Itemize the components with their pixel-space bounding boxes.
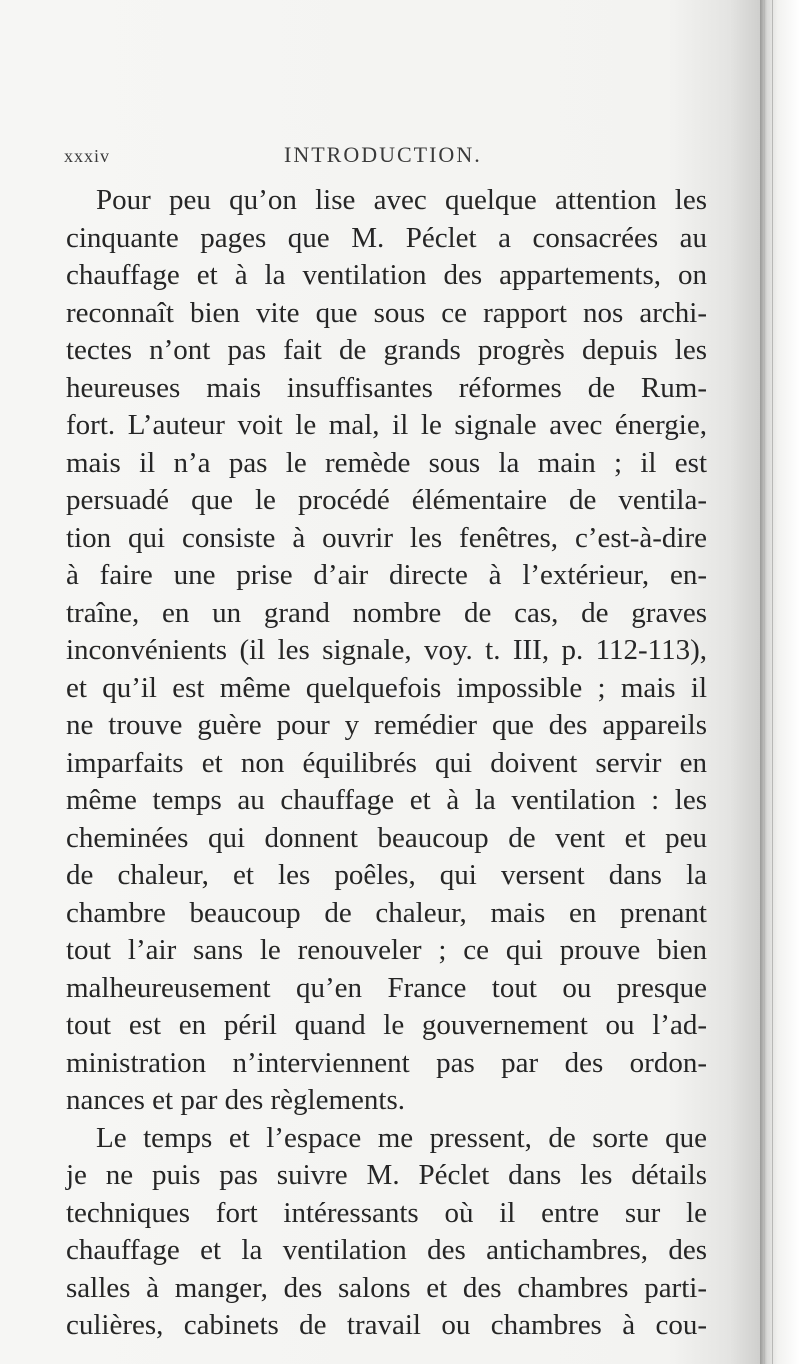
text-line: inconvénients (il les signale, voy. t. III, p. 112-113), <box>66 634 707 666</box>
text-line: Pour peu qu’on lise avec quelque attention les <box>96 184 707 216</box>
text-line: cinquante pages que M. Péclet a consacrées au <box>66 221 707 254</box>
running-head: INTRODUCTION. <box>284 142 482 167</box>
text-line: Le temps et l’espace me pressent, de sorte que <box>96 1121 707 1154</box>
text-line: chambre beaucoup de chaleur, mais en prenant <box>66 896 707 929</box>
text-line: même temps au chauffage et à la ventilation : les <box>66 784 707 816</box>
page-edge-shadow <box>760 0 800 1364</box>
text-line: ministration n’interviennent pas par des ordon- <box>66 1046 707 1079</box>
text-line: malheureusement qu’en France tout ou presque <box>66 971 707 1004</box>
page-edge-line <box>764 0 765 1364</box>
text-line: je ne puis pas suivre M. Péclet dans les détails <box>66 1159 707 1191</box>
text-line: ne trouve guère pour y remédier que des appareils <box>66 709 707 741</box>
page-header <box>64 140 704 170</box>
text-line: imparfaits et non équilibrés qui doivent servir en <box>66 746 707 779</box>
text-line: techniques fort intéressants où il entre sur le <box>66 1196 707 1229</box>
page-number: xxxiv <box>64 146 111 166</box>
text-line: tout est en péril quand le gouvernement ou l’ad- <box>66 1009 707 1041</box>
text-line: heureuses mais insuffisantes réformes de Rum- <box>66 371 707 404</box>
body-text <box>66 182 707 1345</box>
text-line: tout l’air sans le renouveler ; ce qui prouve bien <box>66 934 707 966</box>
text-line: de chaleur, et les poêles, qui versent dans la <box>66 859 707 891</box>
text-line: à faire une prise d’air directe à l’extérieur, en- <box>66 559 707 591</box>
text-line: chauffage et la ventilation des antichambres, des <box>66 1234 707 1266</box>
text-line: fort. L’auteur voit le mal, il le signale avec énergie, <box>66 409 707 441</box>
text-line: traîne, en un grand nombre de cas, de graves <box>66 596 707 629</box>
text-line: et qu’il est même quelquefois impossible ; mais il <box>66 671 707 704</box>
text-line: reconnaît bien vite que sous ce rapport nos archi- <box>66 296 707 329</box>
text-line: mais il n’a pas le remède sous la main ; il est <box>66 446 707 479</box>
text-line: nances et par des règlements. <box>66 1084 405 1116</box>
page-edge-line <box>772 0 773 1364</box>
text-line: persuadé que le procédé élémentaire de ventila- <box>66 484 707 516</box>
text-line: culières, cabinets de travail ou chambres à cou- <box>66 1309 707 1341</box>
text-line: chauffage et à la ventilation des appartements, on <box>66 259 707 291</box>
text-line: salles à manger, des salons et des chambres parti- <box>66 1271 707 1304</box>
text-line: tectes n’ont pas fait de grands progrès depuis les <box>66 334 707 366</box>
text-line: cheminées qui donnent beaucoup de vent et peu <box>66 821 707 854</box>
text-line: tion qui consiste à ouvrir les fenêtres, c’est-à-dire <box>66 521 707 554</box>
